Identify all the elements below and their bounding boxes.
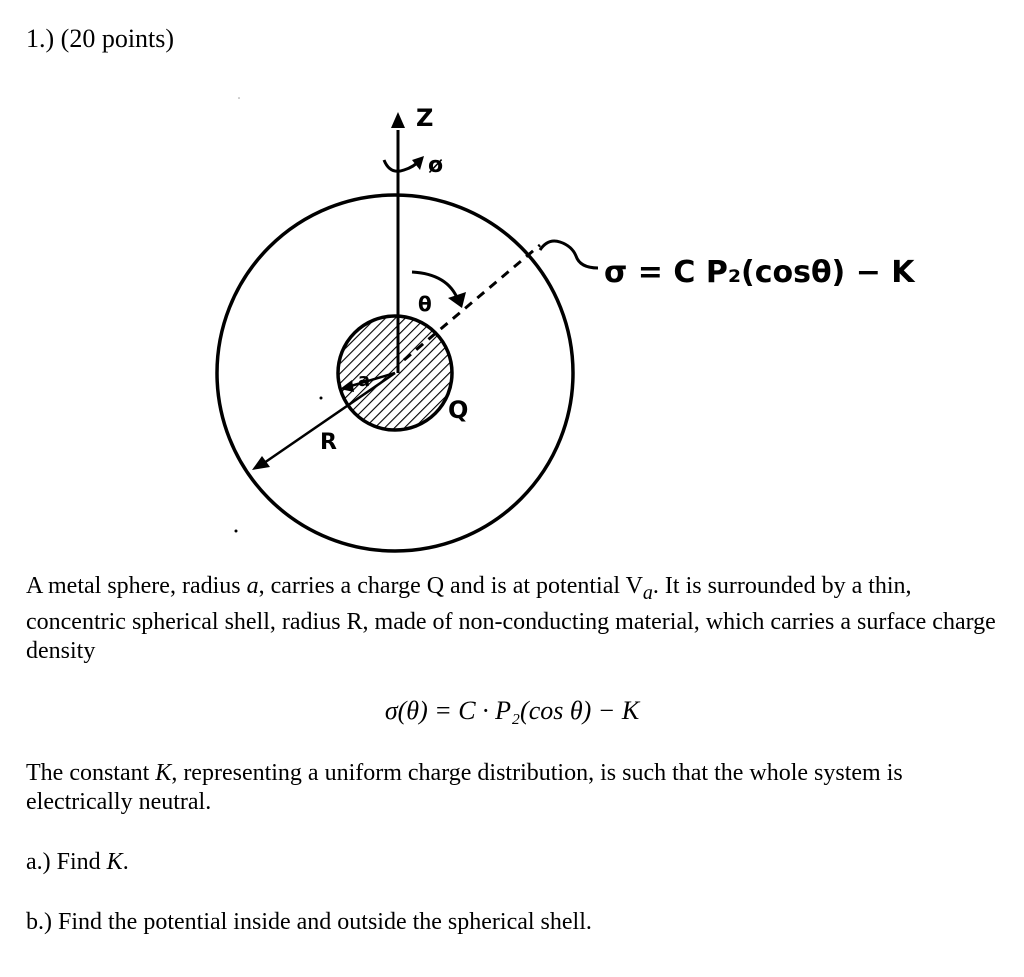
charge-label: Q [448,396,469,424]
outer-radius-label: R [320,430,337,455]
theta-label: θ [418,292,432,316]
azimuth-arrowhead [412,156,424,170]
problem-statement: A metal sphere, radius a, carries a charge Q and is at potential $V_a$. It is surrounded by a thin, concentric spherical shell, radius R, made of non-conducting material, which carries a surface charge density [26,573,996,664]
neutrality-statement: The constant K, representing a uniform charge distribution, is such that the whole system is electrically neutral. [26,760,903,815]
charge-density-equation: σ(θ) = C · P₂(cos θ) − K [384,696,640,725]
question-a: a.) Find K. [26,849,129,875]
question-b: b.) Find the potential inside and outside the spherical shell. [26,909,592,935]
sigma-leader [540,241,598,268]
radius-R-arrowhead [252,456,270,470]
axis-z-label: Z [416,104,434,132]
azimuth-label: ø [428,153,444,178]
density-label: σ = C P₂(cosθ) − K [604,255,915,290]
inner-radius-label: a [358,370,371,391]
problem-title: 1.) (20 points) [26,24,175,53]
z-axis-arrowhead [391,112,405,128]
